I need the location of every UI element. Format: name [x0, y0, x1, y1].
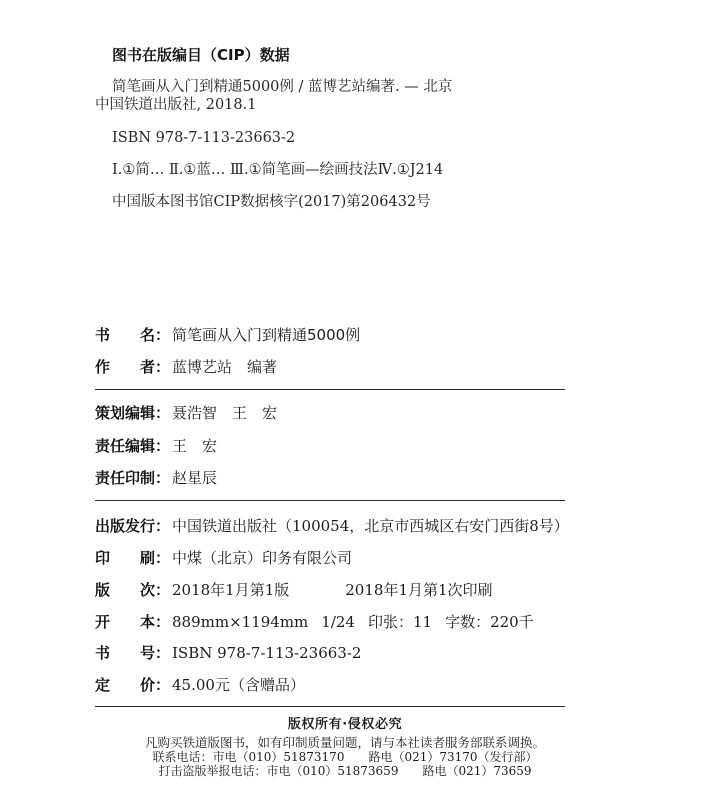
edition-row: [95, 580, 615, 600]
format-row: [95, 612, 615, 632]
cip-classification: Ⅰ.①简… Ⅱ.①蓝… Ⅲ.①简笔画—绘画技法Ⅳ.①J214: [112, 162, 444, 178]
divider: [95, 500, 565, 501]
format-label: 开 本：: [95, 613, 171, 631]
cip-title-line: 简笔画从入门到精通5000例 / 蓝博艺站编著. — 北京: [112, 79, 453, 95]
author-label: 作 者：: [95, 358, 171, 376]
planning-editor-label: 策划编辑：: [95, 404, 171, 422]
responsible-editor-row: [95, 436, 615, 456]
piracy-hotline: 打击盗版举报电话：市电（010）51873659 路电（021）73659: [158, 764, 532, 778]
format-size: 889mm×1194mm: [172, 613, 309, 631]
contact-phones: 联系电话：市电（010）51873170 路电（021）73170（发行部）: [152, 750, 538, 764]
isbn-value: ISBN 978-7-113-23663-2: [172, 644, 362, 662]
publisher-value: 中国铁道出版社（100054，北京市西城区右安门西街8号）: [172, 517, 569, 535]
divider: [95, 706, 565, 707]
responsible-editor-label: 责任编辑：: [95, 437, 171, 455]
author-value: 蓝博艺站 编著: [172, 358, 278, 376]
format-fold: 1/24: [321, 613, 355, 631]
cip-record-number: 中国版本图书馆CIP数据核字(2017)第206432号: [112, 194, 431, 210]
cip-publisher-line: 中国铁道出版社, 2018.1: [95, 97, 257, 113]
quality-notice: 凡购买铁道版图书，如有印制质量问题，请与本社读者服务部联系调换。: [144, 735, 545, 750]
printer-row: [95, 548, 615, 568]
publisher-row: [95, 516, 615, 536]
author-row: [95, 357, 615, 377]
edition-label: 版 次：: [95, 581, 171, 599]
printer-value: 中煤（北京）印务有限公司: [172, 549, 353, 567]
planning-editor-row: [95, 403, 615, 423]
isbn-label: 书 号：: [95, 644, 171, 662]
responsible-editor-value: 王 宏: [172, 437, 218, 455]
format-sheets: 印张：11: [367, 613, 433, 631]
book-title-label: 书 名：: [95, 326, 171, 344]
price-value: 45.00元（含赠品）: [172, 676, 305, 694]
book-title-value: 简笔画从入门到精通5000例: [172, 326, 361, 344]
print-supervisor-row: [95, 468, 615, 488]
publisher-label: 出版发行：: [95, 517, 171, 535]
planning-editor-value: 聂浩智 王 宏: [172, 404, 278, 422]
cip-isbn: ISBN 978-7-113-23663-2: [112, 130, 296, 146]
impression-value: 2018年1月第1次印刷: [345, 581, 493, 599]
price-row: [95, 675, 615, 695]
isbn-row: [95, 643, 615, 663]
price-label: 定 价：: [95, 676, 171, 694]
print-supervisor-label: 责任印制：: [95, 469, 171, 487]
print-supervisor-value: 赵星辰: [172, 469, 218, 487]
edition-value: 2018年1月第1版: [172, 581, 290, 599]
cip-heading: 图书在版编目（CIP）数据: [112, 46, 290, 64]
format-word-count: 字数：220千: [445, 613, 534, 631]
printer-label: 印 刷：: [95, 549, 171, 567]
rights-notice: 版权所有·侵权必究: [287, 717, 403, 732]
book-title-row: [95, 325, 615, 345]
divider: [95, 389, 565, 390]
